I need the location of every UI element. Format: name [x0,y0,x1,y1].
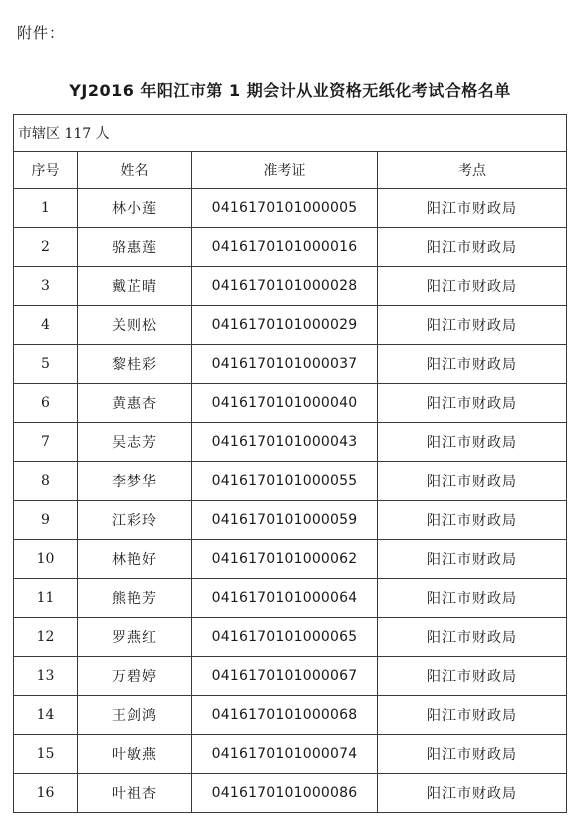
name-cell: 林艳好 [78,540,192,579]
site-cell: 阳江市财政局 [378,774,567,813]
name-cell: 戴芷晴 [78,267,192,306]
qualified-list-table [13,114,567,813]
table-row [14,384,567,423]
seq-cell: 12 [14,618,78,657]
site-cell: 阳江市财政局 [378,423,567,462]
name-cell: 吴志芳 [78,423,192,462]
table-row [14,345,567,384]
table-row [14,735,567,774]
ticket-cell: 0416170101000067 [192,657,378,696]
column-header-site: 考点 [378,152,567,189]
table-row [14,423,567,462]
attachment-label: 附件： [17,24,66,42]
name-cell: 万碧婷 [78,657,192,696]
table-row [14,189,567,228]
site-cell: 阳江市财政局 [378,345,567,384]
site-cell: 阳江市财政局 [378,735,567,774]
site-cell: 阳江市财政局 [378,462,567,501]
site-cell: 阳江市财政局 [378,267,567,306]
table-row [14,540,567,579]
table-row [14,501,567,540]
table-row [14,774,567,813]
site-cell: 阳江市财政局 [378,189,567,228]
site-cell: 阳江市财政局 [378,579,567,618]
name-cell: 骆惠莲 [78,228,192,267]
seq-cell: 6 [14,384,78,423]
ticket-cell: 0416170101000016 [192,228,378,267]
name-cell: 熊艳芳 [78,579,192,618]
seq-cell: 3 [14,267,78,306]
site-cell: 阳江市财政局 [378,228,567,267]
seq-cell: 1 [14,189,78,228]
name-cell: 关则松 [78,306,192,345]
table-row [14,462,567,501]
ticket-cell: 0416170101000064 [192,579,378,618]
ticket-cell: 0416170101000065 [192,618,378,657]
header-row [14,152,567,189]
seq-cell: 14 [14,696,78,735]
name-cell: 叶祖杏 [78,774,192,813]
seq-cell: 4 [14,306,78,345]
site-cell: 阳江市财政局 [378,657,567,696]
site-cell: 阳江市财政局 [378,501,567,540]
seq-cell: 13 [14,657,78,696]
ticket-cell: 0416170101000005 [192,189,378,228]
district-label: 市辖区 117 人 [14,115,567,152]
table-row [14,579,567,618]
ticket-cell: 0416170101000029 [192,306,378,345]
seq-cell: 11 [14,579,78,618]
document-title: YJ2016 年阳江市第 1 期会计从业资格无纸化考试合格名单 [69,81,511,100]
name-cell: 林小莲 [78,189,192,228]
seq-cell: 8 [14,462,78,501]
ticket-cell: 0416170101000068 [192,696,378,735]
ticket-cell: 0416170101000062 [192,540,378,579]
site-cell: 阳江市财政局 [378,618,567,657]
ticket-cell: 0416170101000086 [192,774,378,813]
name-cell: 江彩玲 [78,501,192,540]
seq-cell: 5 [14,345,78,384]
seq-cell: 16 [14,774,78,813]
ticket-cell: 0416170101000040 [192,384,378,423]
column-header-seq: 序号 [14,152,78,189]
site-cell: 阳江市财政局 [378,306,567,345]
ticket-cell: 0416170101000055 [192,462,378,501]
table-row [14,228,567,267]
name-cell: 黄惠杏 [78,384,192,423]
site-cell: 阳江市财政局 [378,384,567,423]
ticket-cell: 0416170101000037 [192,345,378,384]
seq-cell: 9 [14,501,78,540]
table-row [14,657,567,696]
column-header-name: 姓名 [78,152,192,189]
ticket-cell: 0416170101000043 [192,423,378,462]
ticket-cell: 0416170101000074 [192,735,378,774]
seq-cell: 15 [14,735,78,774]
table-row [14,618,567,657]
table-row [14,696,567,735]
name-cell: 叶敏燕 [78,735,192,774]
site-cell: 阳江市财政局 [378,696,567,735]
name-cell: 黎桂彩 [78,345,192,384]
table-row [14,306,567,345]
ticket-cell: 0416170101000059 [192,501,378,540]
seq-cell: 7 [14,423,78,462]
seq-cell: 10 [14,540,78,579]
name-cell: 罗燕红 [78,618,192,657]
district-row [14,115,567,152]
name-cell: 王剑鸿 [78,696,192,735]
table-row [14,267,567,306]
table-body [14,115,567,813]
site-cell: 阳江市财政局 [378,540,567,579]
ticket-cell: 0416170101000028 [192,267,378,306]
name-cell: 李梦华 [78,462,192,501]
seq-cell: 2 [14,228,78,267]
column-header-ticket: 准考证 [192,152,378,189]
